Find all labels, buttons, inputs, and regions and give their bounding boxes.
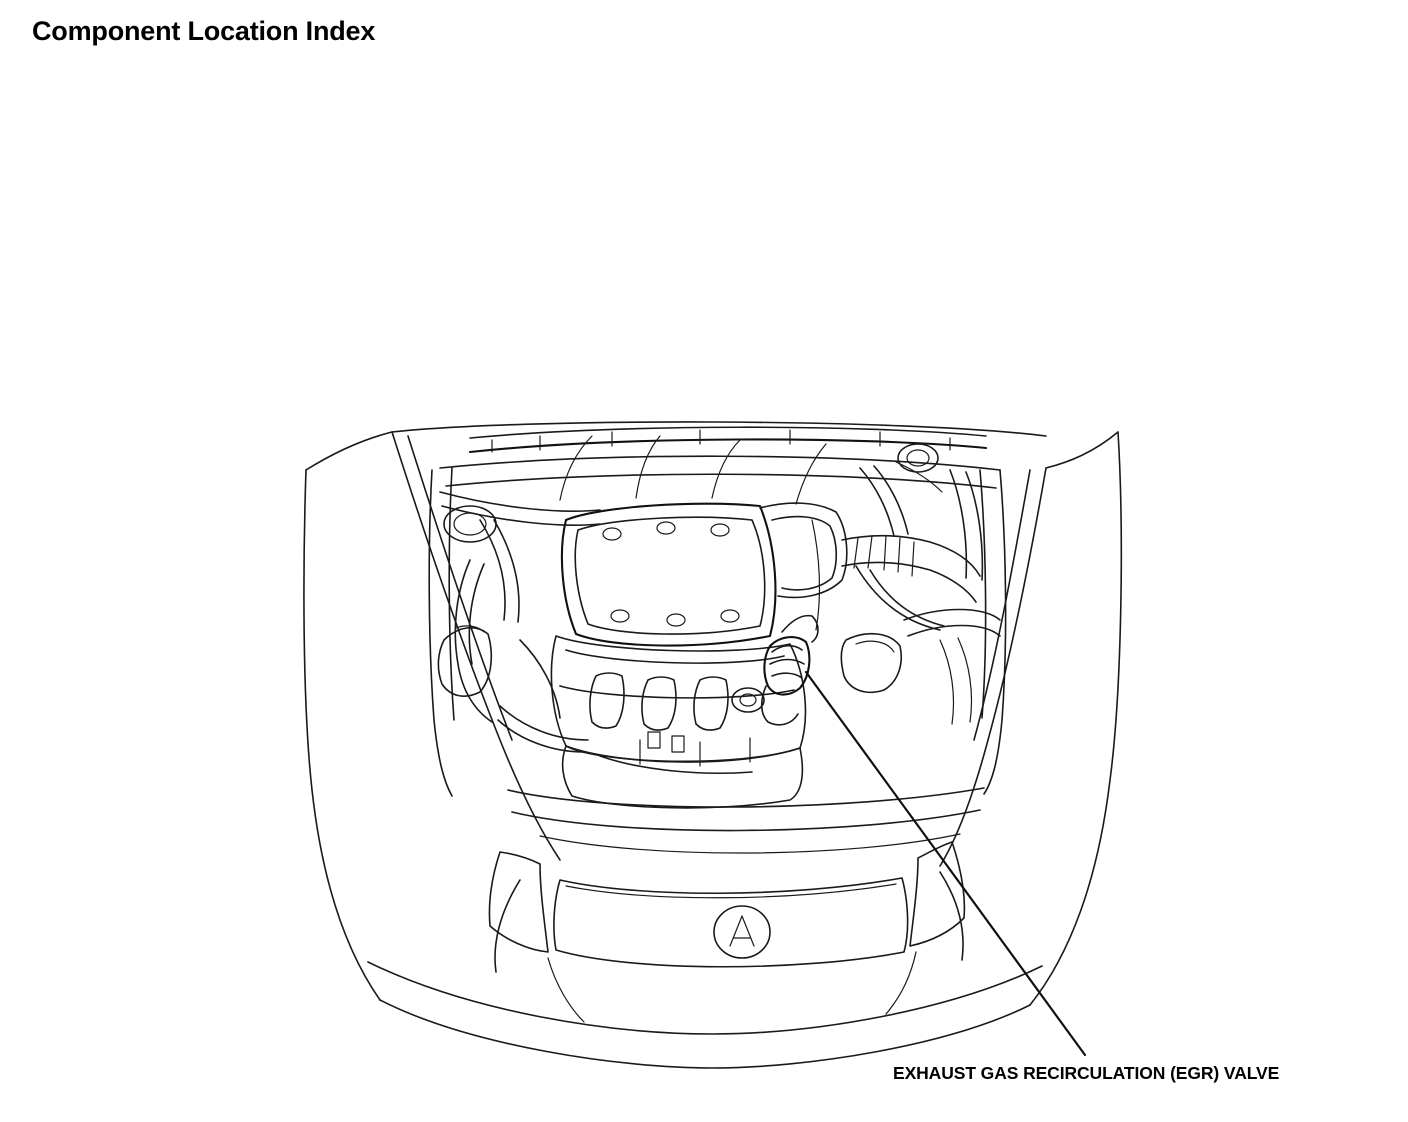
acura-emblem-icon xyxy=(714,906,770,958)
callout-label-egr-valve: EXHAUST GAS RECIRCULATION (EGR) VALVE xyxy=(893,1063,1280,1083)
engine-assembly xyxy=(551,504,805,808)
callout-leader-line-egr xyxy=(806,672,1085,1055)
engine-bay-structure xyxy=(429,427,1005,796)
page-title: Component Location Index xyxy=(32,16,376,46)
intake-and-hoses xyxy=(438,436,1000,773)
